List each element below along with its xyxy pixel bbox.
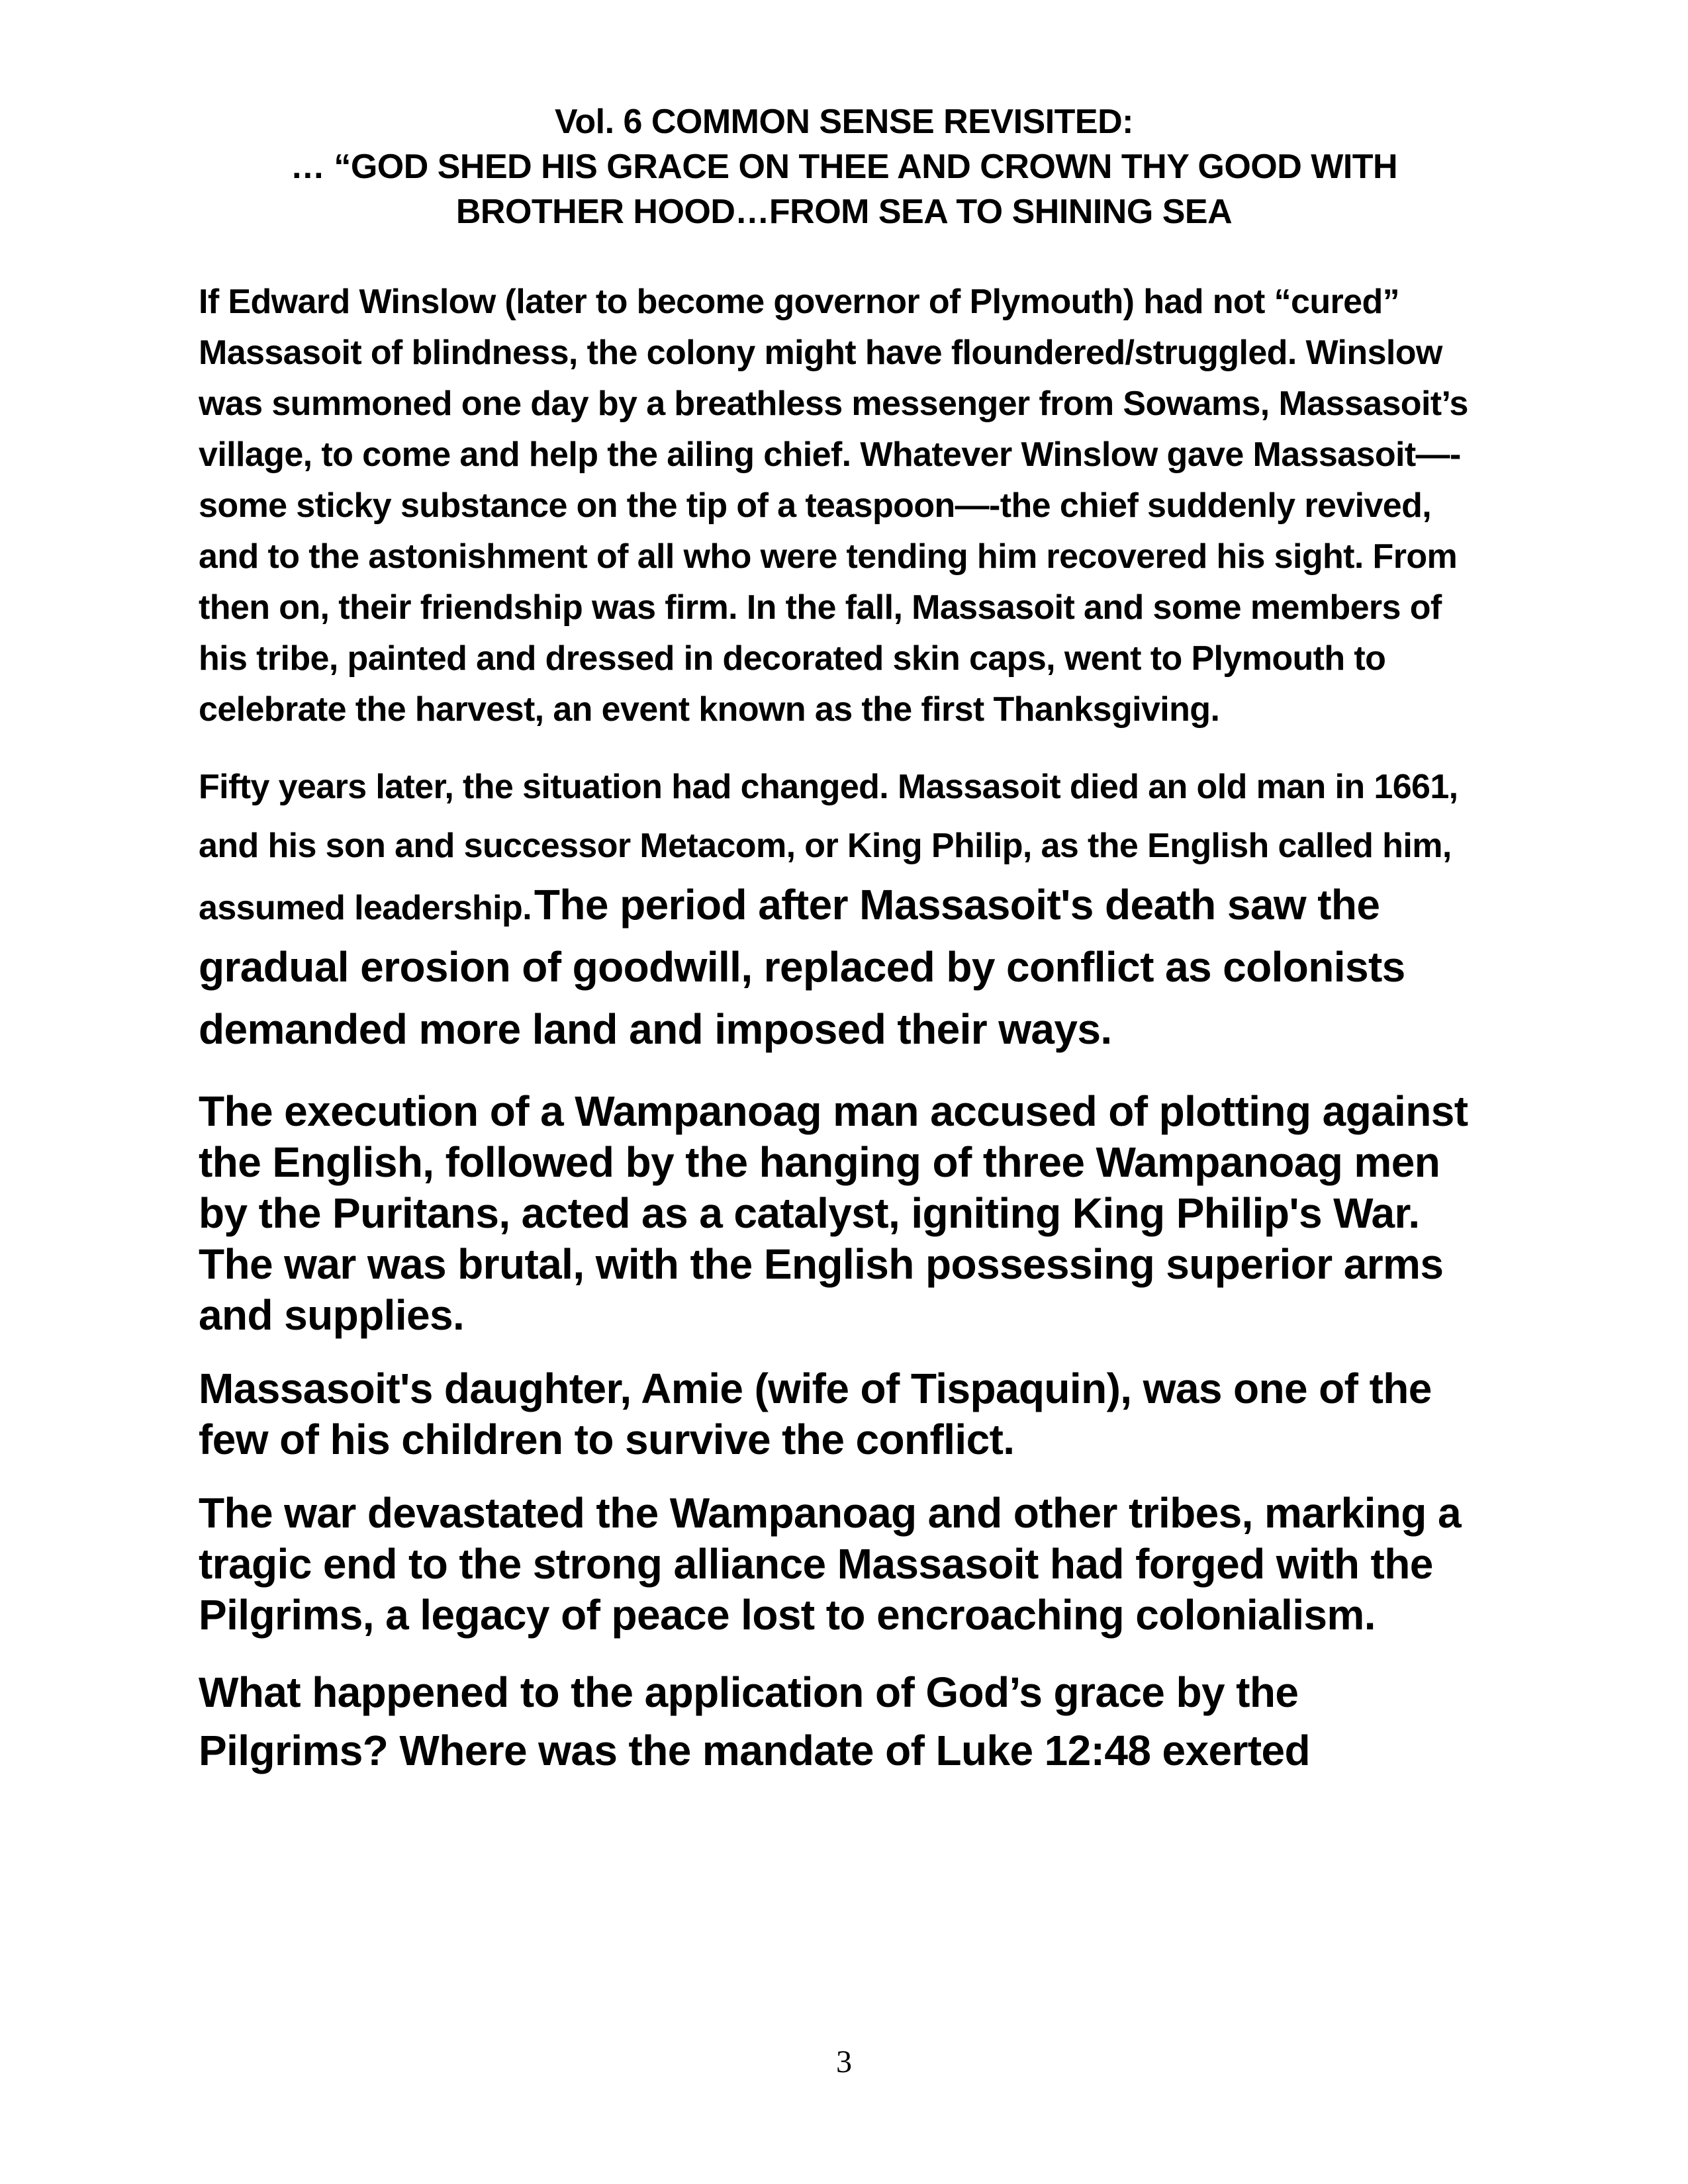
header-volume-title: Vol. 6 COMMON SENSE REVISITED: bbox=[555, 103, 1133, 141]
page-number: 3 bbox=[836, 2044, 852, 2079]
paragraph-fifty-years-later-continuation: The period after Massasoit's death saw the gradual erosion of goodwill, replaced by conflict as colonists demanded more land and imposed their ways. bbox=[199, 881, 1405, 1053]
paragraph-amie: Massasoit's daughter, Amie (wife of Tispaquin), was one of the few of his children to survive the conflict. bbox=[199, 1365, 1432, 1463]
paragraph-winslow-massasoit: If Edward Winslow (later to become governor of Plymouth) had not “cured” Massasoit of blindness, the colony might have floundered/struggled. Winslow was summoned one day by a breathless messenger from Sowams, Massasoit’s village, to come and help the ailing chief. Whatever Winslow gave Massasoit—-some sticky substance on the tip of a teaspoon—-the chief suddenly revived, and to the astonishment of all who were tending him recovered his sight. From then on, their friendship was firm. In the fall, Massasoit and some members of his tribe, painted and dressed in decorated skin caps, went to Plymouth to celebrate the harvest, an event known as the first Thanksgiving. bbox=[199, 283, 1468, 729]
document-body bbox=[199, 277, 1496, 1780]
paragraph-king-philips-war: The execution of a Wampanoag man accused of plotting against the English, followed by the hanging of three Wampanoag men by the Puritans, acted as a catalyst, igniting King Philip's War. The war was brutal, with the English possessing superior arms and supplies. bbox=[199, 1087, 1468, 1339]
paragraph-war-devastation: The war devastated the Wampanoag and other tribes, marking a tragic end to the strong alliance Massasoit had forged with the Pilgrims, a legacy of peace lost to encroaching colonialism. bbox=[199, 1489, 1461, 1639]
page-header bbox=[165, 99, 1523, 234]
paragraph-gods-grace-question: What happened to the application of God’s grace by the Pilgrims? Where was the mandate of Luke 12:48 exerted bbox=[199, 1668, 1310, 1774]
header-quote-line-1: … “GOD SHED HIS GRACE ON THEE AND CROWN THY GOOD WITH bbox=[290, 148, 1398, 186]
paragraph-fifty-years-later bbox=[199, 762, 1496, 1066]
paragraph-fifty-years-later-intro: Fifty years later, the situation had changed. Massasoit died an old man in 1661, and his son and successor Metacom, or King Philip, as the English called him, assumed leadership. bbox=[199, 768, 1458, 927]
header-quote-line-2: BROTHER HOOD…FROM SEA TO SHINING SEA bbox=[455, 193, 1233, 231]
